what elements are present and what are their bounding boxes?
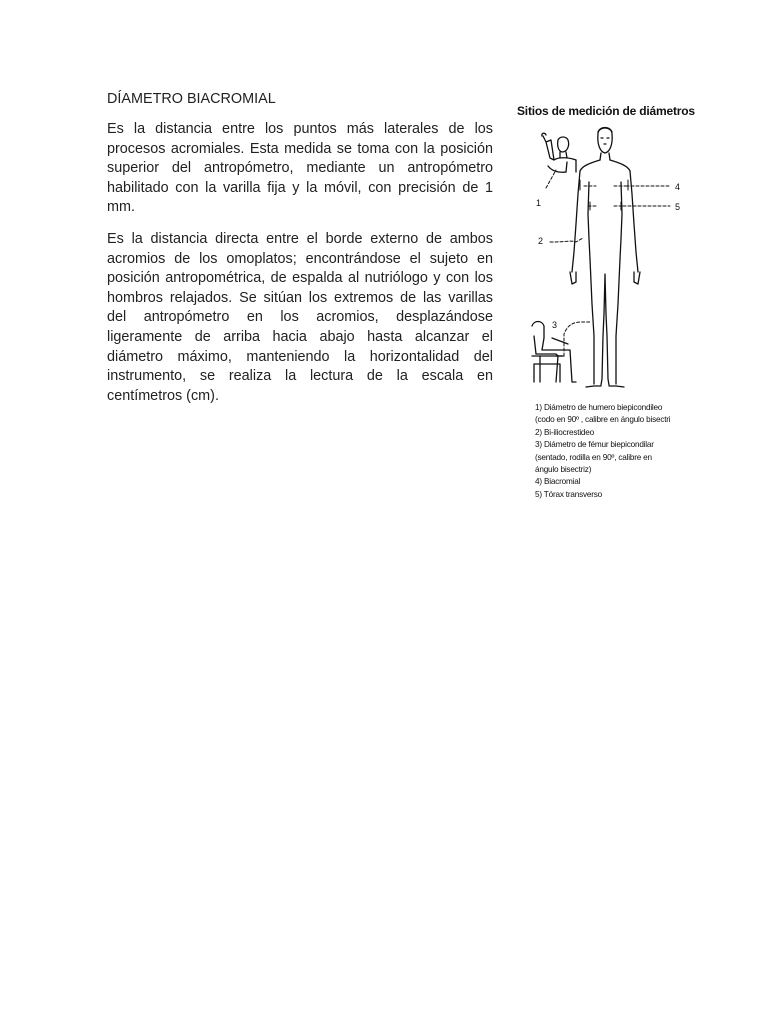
paragraph-definition: Es la distancia entre los puntos más laterales de los procesos acromiales. Esta medida se toma con la posición superior del antropómetro, mediante un antropómetro habilitado con la varilla fija y la móvil, con precisión de 1 mm.	[107, 121, 493, 216]
label-5: 5	[675, 202, 681, 212]
caption-line: 3) Diámetro de fémur biepicondilar	[535, 440, 654, 450]
body-diagram-illustration	[510, 124, 750, 404]
measurement-sites-figure	[510, 100, 750, 505]
caption-line: (codo en 90º , calibre en ángulo bisectri	[535, 415, 671, 425]
label-1: 1	[536, 198, 542, 208]
elbow-measurement-figure	[542, 133, 576, 172]
text-column	[107, 89, 493, 418]
standing-figure	[570, 128, 640, 388]
section-heading: DÍAMETRO BIACROMIAL	[107, 91, 276, 107]
caption-line: ángulo bisectriz)	[535, 465, 592, 475]
label-4: 4	[675, 182, 681, 192]
caption-line: 4) Biacromial	[535, 477, 581, 487]
leader-line-2	[550, 238, 583, 242]
caption-line: 5) Tórax transverso	[535, 489, 603, 499]
figure-title: Sitios de medición de diámetros	[517, 104, 695, 118]
paragraph-procedure: Es la distancia directa entre el borde externo de ambos acromios de los omoplatos; encontrándose el sujeto en posición antropométrica, de espalda al nutriólogo y con los hombros relajados. Se sitúan los extremos de las varillas del antropómetro en los acromios, desplazándose ligeramente de arriba hacia abajo hasta alcanzar el diámetro máximo, manteniendo la horizontalidad del instrumento, se realiza la lectura de la escala en centímetros (cm).	[107, 230, 493, 404]
caption-line: 2) Bi-iliocrestideo	[535, 427, 594, 437]
caption-line: (sentado, rodilla en 90º, calibre en	[535, 452, 652, 462]
label-2: 2	[538, 236, 544, 246]
caption-line: 1) Diámetro de humero biepicondileo	[535, 403, 663, 412]
leader-line-1	[546, 170, 556, 188]
leader-line-3	[564, 322, 590, 356]
figure-caption	[535, 402, 670, 501]
seated-figure	[532, 322, 576, 383]
label-3: 3	[552, 320, 558, 330]
measurement-lines	[546, 170, 670, 356]
